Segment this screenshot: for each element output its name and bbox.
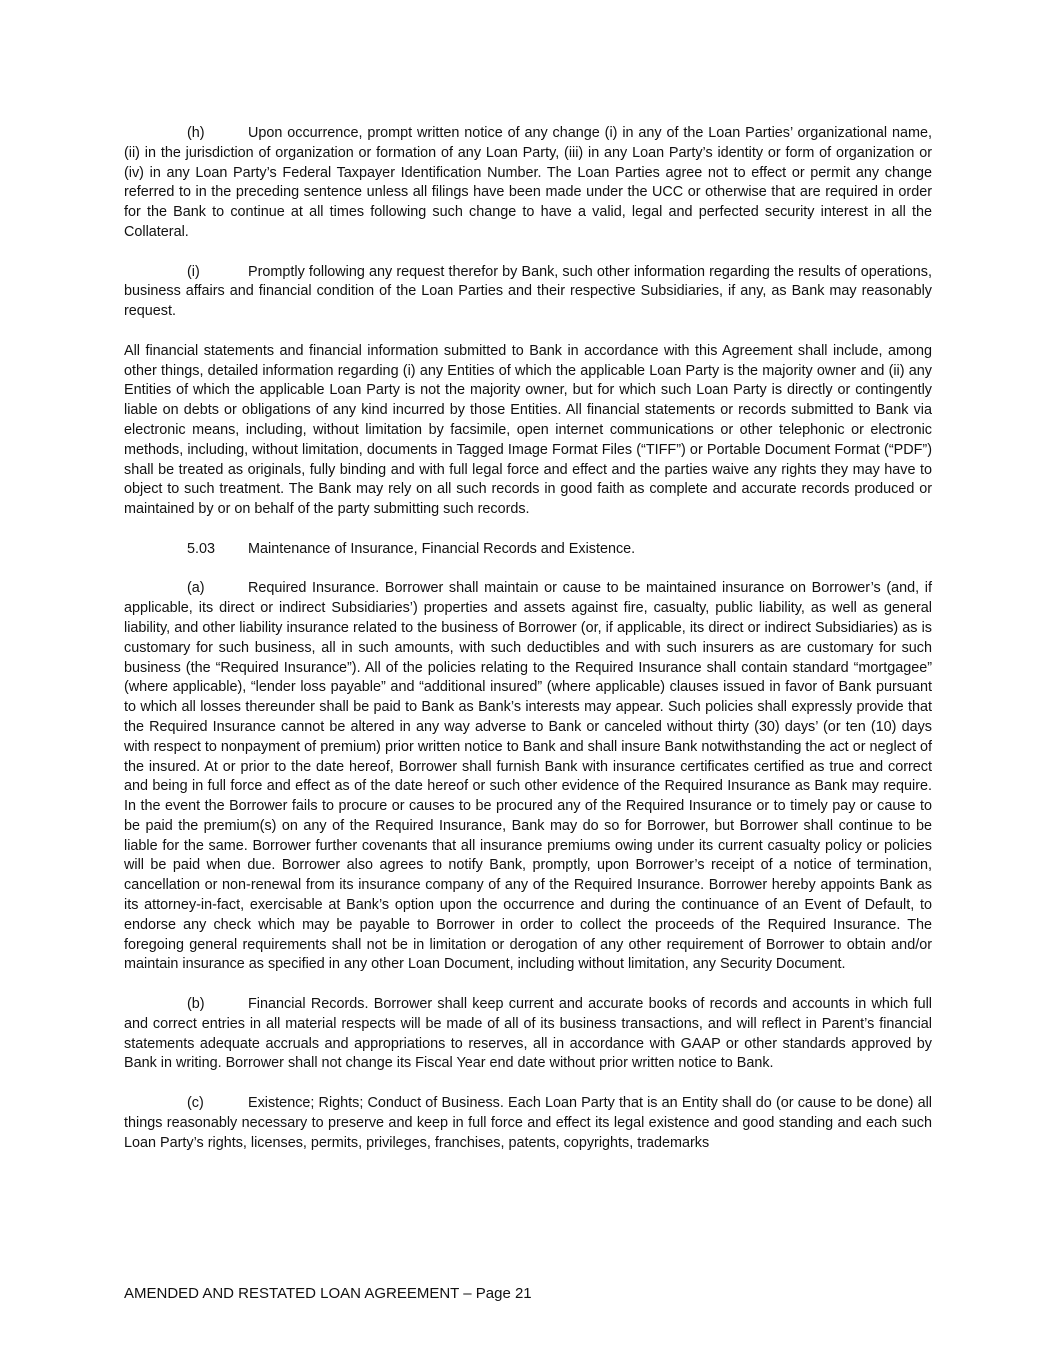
paragraph-label: (h) — [187, 125, 205, 141]
footer-title: AMENDED AND RESTATED LOAN AGREEMENT — [124, 1285, 460, 1302]
document-body — [124, 124, 932, 1173]
paragraph-text: Borrower shall keep current and accurate books of records and accounts in which full and correct entries in all material respects will be made of all of its business transactions, and will reflect in Parent’s financial statements adequate accruals and appropriations to reserves, all in accordance with GAAP or other standards approved by Bank in writing. Borrower shall not change its Fiscal Year end date without prior written notice to Bank. — [124, 996, 932, 1072]
section-title: Maintenance of Insurance, Financial Records and Existence. — [248, 540, 636, 557]
paragraph-text: Promptly following any request therefor by Bank, such other information regarding the results of operations, business affairs and financial condition of the Loan Parties and their respective Subsidiaries, if any, as Bank may reasonably request. — [124, 263, 932, 320]
paragraph-label: (i) — [187, 263, 200, 280]
paragraph-heading: Existence; Rights; Conduct of Business. — [248, 1095, 504, 1112]
paragraph-a — [124, 579, 932, 975]
paragraph-label: (b) — [187, 996, 205, 1013]
paragraph-h — [124, 124, 932, 243]
paragraph-text: All financial statements and financial information submitted to Bank in accordance with this Agreement shall include, among other things, detailed information regarding (i) any Entities of which the applicable Loan Party is the majority owner and (ii) any Entities of which the applicable Loan Party is not the majority owner, but for which such Loan Party is directly or contingently liable on debts or obligations of any kind incurred by those Entities. All financial statements or records submitted to Bank via electronic means, including, without limitation by facsimile, open internet communications or other telephonic or electronic methods, including, without limitation, documents in Tagged Image Format Files (“TIFF”) or Portable Document Format (“PDF”) shall be treated as originals, fully binding and with full legal force and effect and the parties waive any rights they may have to object to such treatment. The Bank may rely on all such records in good faith as complete and accurate records produced or maintained by or on behalf of the party submitting such records. — [124, 342, 932, 518]
paragraph-heading: Required Insurance. — [248, 580, 380, 597]
paragraph-i — [124, 263, 932, 322]
paragraph-financial-statements — [124, 342, 932, 520]
paragraph-label: (a) — [187, 580, 205, 597]
paragraph-b — [124, 995, 932, 1074]
section-heading-5-03 — [124, 540, 932, 560]
page-number: Page 21 — [475, 1285, 532, 1302]
footer-separator: – — [459, 1285, 476, 1302]
section-number: 5.03 — [187, 540, 216, 557]
paragraph-text: Each Loan Party that is an Entity shall do (or cause to be done) all things reasonably necessary to preserve and keep in full force and effect its legal existence and good standing and each such Loan Party’s rights, licenses, permits, privileges, franchises, patents, copyrights, trademarks — [124, 1095, 932, 1151]
paragraph-heading: Financial Records. — [248, 996, 369, 1013]
paragraph-text: Borrower shall maintain or cause to be maintained insurance on Borrower’s (and, if applicable, its direct or indirect Subsidiaries’) properties and assets against fire, casualty, public liability, as well as general liability, and other liability insurance related to the business of Borrower (or, if applicable, its direct or indirect Subsidiaries) as is customary for such business, all in such amounts, with such deductibles and with such insurers as are customary for such business (the “Required Insurance”). All of the policies relating to the Required Insurance shall contain standard “mortgagee” (where applicable), “lender loss payable” and “additional insured” (where applicable) clauses issued in favor of Bank pursuant to which all losses thereunder shall be paid to Bank as Bank’s interests may appear. Such policies shall expressly provide that the Required Insurance cannot be altered in any way adverse to Bank or canceled without thirty (30) days’ (or ten (10) days with respect to nonpayment of premium) prior written notice to Bank and shall insure Bank notwithstanding the act or neglect of the insured. At or prior to the date hereof, Borrower shall furnish Bank with insurance certificates certified as true and correct and being in full force and effect as of the date hereof or such other evidence of the Required Insurance as Bank may require. In the event the Borrower fails to procure or causes to be procured any of the Required Insurance or to timely pay or cause to be paid the premium(s) on any of the Required Insurance, Bank may do so for Borrower, but Borrower shall continue to be liable for the same. Borrower further covenants that all insurance premiums owing under its current casualty policy or policies will be paid when due. Borrower also agrees to notify Bank, promptly, upon Borrower’s receipt of a notice of termination, cancellation or non-renewal from its insurance company of any of the Required Insurance. Borrower hereby appoints Bank as its attorney-in-fact, exercisable at Bank’s option upon the occurrence and during the continuance of an Event of Default, to endorse any check which may be payable to Borrower in order to collect the proceeds of the Required Insurance. The foregoing general requirements shall not be in limitation or derogation of any other requirement of Borrower to obtain and/or maintain insurance as specified in any other Loan Document, including without limitation, any Security Document. — [124, 580, 932, 973]
paragraph-c — [124, 1094, 932, 1153]
paragraph-text: Upon occurrence, prompt written notice of any change (i) in any of the Loan Parties’ organizational name, (ii) in the jurisdiction of organization or formation of any Loan Party, (iii) in any Loan Party’s identity or form of organization or (iv) in any Loan Party’s Federal Taxpayer Identification Number. The Loan Parties agree not to effect or permit any change referred to in the preceding sentence unless all filings have been made under the UCC or otherwise that are required in order for the Bank to continue at all times following such change to have a valid, legal and perfected security interest in all the Collateral. — [124, 125, 932, 240]
paragraph-label: (c) — [187, 1095, 204, 1112]
page-footer — [124, 1284, 532, 1304]
